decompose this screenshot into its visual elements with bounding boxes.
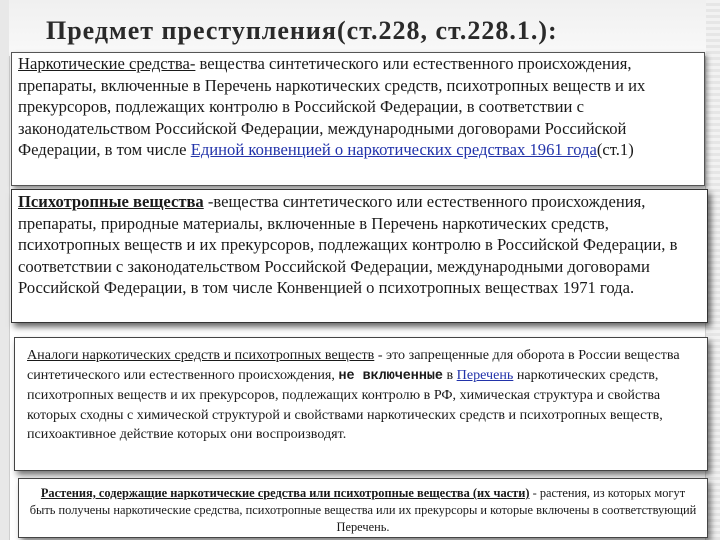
analogues-text-2: в: [442, 366, 457, 383]
psychotropic-text: -вещества синтетического или естественного происхождения, препараты, природные материалы, включенные в Перечень наркотических средств, психотропных веществ и их прекурсоров, подлежащих контролю в Российской Федерации, в соответствии с законодательством Российской Федерации, международными договорами Российской Федерации, в том числе Конвенцией о психотропных веществах 1971 года.: [18, 192, 678, 298]
narcotic-drugs-tail: (ст.1): [596, 140, 634, 159]
analogues-text-3: наркотических средств, психотропных веществ и их прекурсоров, подлежащих контролю в РФ, химическая структура и свойства которых сходны с химической структурой и свойствами наркотических средств и психотропных веществ, психоактивное действие которых они воспроизводят.: [27, 366, 663, 443]
plants-definition: [18, 478, 708, 538]
plants-text: - растения, из которых могут быть получены наркотические средства, психотропные вещества или их прекурсоры и которые включены в соответствующий Перечень.: [29, 486, 697, 534]
left-decorative-rail: [0, 0, 10, 540]
not-included-emphasis: не включенные: [338, 368, 443, 384]
psychotropic-paragraph: [18, 191, 701, 299]
plants-paragraph: [27, 485, 699, 536]
list-link[interactable]: Перечень: [456, 366, 514, 383]
psychotropic-term: Психотропные вещества: [18, 192, 204, 211]
narcotic-drugs-term: Наркотические средства-: [18, 54, 196, 73]
narcotic-drugs-definition: [11, 52, 705, 186]
psychotropic-substances-definition: [11, 189, 708, 323]
analogues-paragraph: [27, 346, 699, 445]
narcotic-drugs-text: вещества синтетического или естественного происхождения, препараты, включенные в Перечень наркотических средств, психотропных веществ и их прекурсоров, подлежащих контролю в Российской Федерации, в соответствии с законодательством Российской Федерации, международными договорами Российской Федерации, в том числе: [18, 54, 646, 159]
plants-term: Растения, содержащие наркотические средства или психотропные вещества (их части): [40, 486, 530, 500]
analogues-text-1: - это запрещенные для оборота в России вещества синтетического или естественного происхождения,: [27, 347, 680, 383]
single-convention-link[interactable]: Единой конвенцией о наркотических средствах 1961 года: [190, 140, 597, 159]
narcotic-drugs-paragraph: [18, 53, 698, 161]
analogues-definition: [14, 337, 708, 471]
analogues-term: Аналоги наркотических средств и психотропных веществ: [27, 347, 375, 363]
slide-title: Предмет преступления(ст.228, ст.228.1.):: [46, 16, 558, 45]
